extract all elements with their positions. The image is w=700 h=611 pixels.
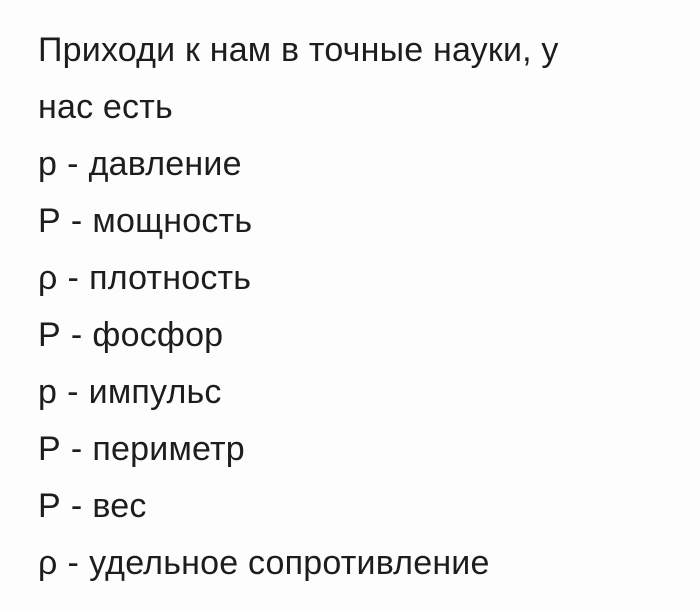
physics-item-density [38,250,670,307]
symbol-uppercase-p: P [38,487,61,525]
symbol-rho: ρ [38,259,58,297]
dash-separator: - [70,430,83,468]
physics-item-pressure [38,136,670,193]
dash-separator: - [67,544,80,582]
physics-item-perimeter [38,421,670,478]
physics-item-resistivity [38,535,670,592]
symbol-rho: ρ [38,544,58,582]
dash-separator: - [67,259,80,297]
term-label: периметр [92,430,245,468]
term-label: мощность [92,202,253,240]
symbol-uppercase-p: P [38,202,61,240]
dash-separator: - [70,316,83,354]
dash-separator: - [70,487,83,525]
term-label: вес [92,487,147,525]
dash-separator: - [67,145,79,183]
symbol-uppercase-p: P [38,430,61,468]
symbol-lowercase-p: p [38,373,58,411]
dash-separator: - [67,373,79,411]
term-label: удельное сопротивление [89,544,490,582]
intro-line-2: нас есть [38,88,173,126]
intro-line-1: Приходи к нам в точные науки, у [38,31,559,69]
physics-item-weight [38,478,670,535]
symbol-lowercase-p: p [38,145,58,183]
term-label: плотность [89,259,252,297]
physics-item-power [38,193,670,250]
term-label: импульс [88,373,222,411]
symbol-uppercase-p: P [38,316,61,354]
physics-item-phosphorus [38,307,670,364]
dash-separator: - [70,202,83,240]
term-label: фосфор [92,316,224,354]
term-label: давление [88,145,242,183]
physics-item-momentum [38,364,670,421]
